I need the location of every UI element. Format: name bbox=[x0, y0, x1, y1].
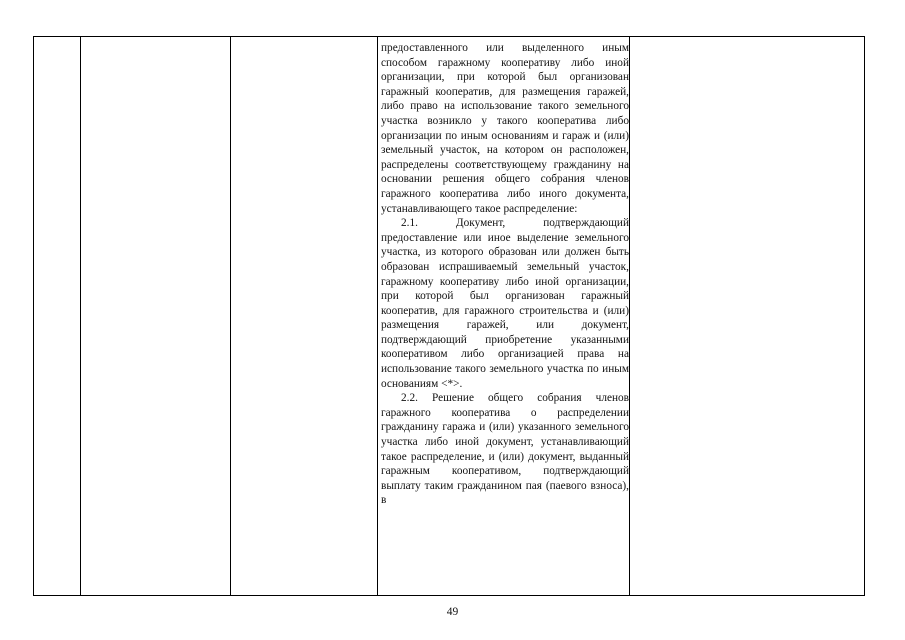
column-divider bbox=[80, 37, 81, 595]
document-table bbox=[33, 36, 865, 596]
paragraph: 2.2. Решение общего собрания членов гаражного кооператива о распределении гражданину гаража и (или) указанного земельного участка либо иной документ, устанавливающий такое распределение, и (или) документ, выданный гаражным кооперативом, подтверждающий выплату таким гражданином пая (паевого взноса), в bbox=[381, 392, 629, 507]
paragraph: 2.1. Документ, подтверждающий предоставление или иное выделение земельного участка, из которого образован или должен быть образован испрашиваемый земельный участок, гаражному кооперативу либо иной организации, при которой был организован гаражный кооператив, для гаражного строительства и (или) размещения гаражей, или документ, подтверждающий приобретение указанными кооперативом либо организацией права на использование такого земельного участка по иным основаниям <*>. bbox=[381, 217, 629, 390]
paragraph: предоставленного или выделенного иным способом гаражному кооперативу либо иной организации, при которой был организован гаражный кооператив, для размещения гаражей, либо право на использование такого земельного участка возникло у такого кооператива либо организации по иным основаниям и гараж и (или) земельный участок, на котором он расположен, распределены соответствующему гражданину на основании решения общего собрания членов гаражного кооператива либо иного документа, устанавливающего такое распределение: bbox=[381, 42, 629, 215]
column-divider bbox=[629, 37, 630, 595]
column-divider bbox=[377, 37, 378, 595]
table-cell-text bbox=[381, 41, 629, 508]
page-number: 49 bbox=[446, 606, 459, 618]
column-divider bbox=[230, 37, 231, 595]
